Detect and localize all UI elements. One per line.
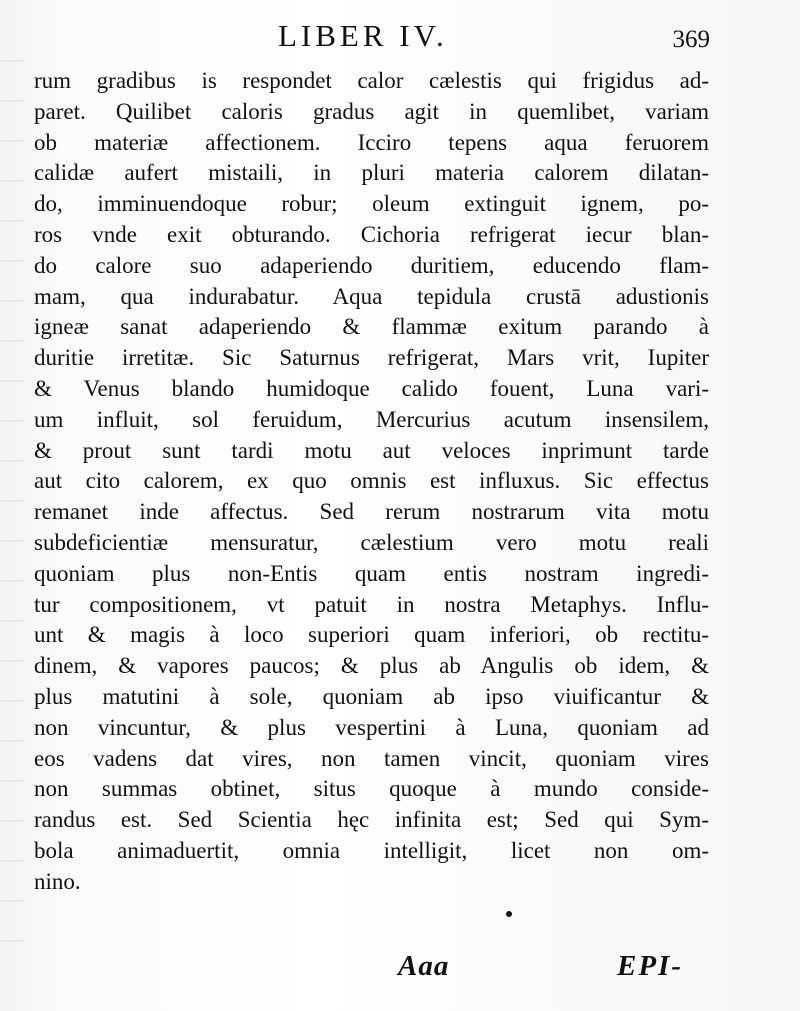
text-line: dinem, & vapores paucos; & plus ab Angulis ob idem, &	[34, 653, 709, 679]
text-line: bola animaduertit, omnia intelligit, licet non om-	[34, 837, 709, 863]
text-line: aut cito calorem, ex quo omnis est influxus. Sic effectus	[34, 468, 709, 494]
text-line: non vincuntur, & plus vespertini à Luna, quoniam ad	[34, 714, 709, 740]
text-line: igneæ sanat adaperiendo & flammæ exitum parando à	[34, 314, 709, 340]
text-line: rum gradibus is respondet calor cælestis qui frigidus ad-	[34, 68, 709, 93]
page-number: 369	[672, 26, 710, 53]
body-text	[34, 66, 709, 898]
text-line: non summas obtinet, situs quoque à mundo conside-	[34, 776, 709, 802]
text-line: unt & magis à loco superiori quam inferiori, ob rectitu-	[34, 622, 709, 648]
running-head	[250, 14, 750, 54]
text-line: & Venus blando humidoque calido fouent, Luna vari-	[34, 375, 709, 401]
text-line: nino.	[34, 868, 81, 894]
text-line: ros vnde exit obturando. Cichoria refrigerat iecur blan-	[34, 221, 709, 247]
signature-mark: Aaa	[398, 950, 450, 982]
catchword: EPI-	[617, 950, 683, 982]
running-title: LIBER IV.	[278, 18, 448, 53]
text-line: calidæ aufert mistaili, in pluri materia calorem dilatan-	[34, 160, 709, 186]
text-line: plus matutini à sole, quoniam ab ipso viuificantur &	[34, 683, 709, 709]
text-line: paret. Quilibet caloris gradus agit in quemlibet, variam	[34, 98, 709, 124]
text-line: subdeficientiæ mensuratur, cælestium vero motu reali	[34, 529, 709, 555]
text-line: tur compositionem, vt patuit in nostra Metaphys. Influ-	[34, 591, 709, 617]
text-line: quoniam plus non-Entis quam entis nostram ingredi-	[34, 560, 709, 586]
text-line: do calore suo adaperiendo duritiem, educendo flam-	[34, 252, 709, 278]
text-line: ob materiæ affectionem. Icciro tepens aqua feruorem	[34, 129, 709, 155]
text-line: mam, qua indurabatur. Aqua tepidula crustā adustionis	[34, 283, 709, 309]
text-line: um influit, sol feruidum, Mercurius acutum insensilem,	[34, 406, 709, 432]
text-line: randus est. Sed Scientia hęc infinita est; Sed qui Sym-	[34, 807, 709, 833]
ink-dot	[506, 911, 512, 917]
text-line: & prout sunt tardi motu aut veloces inprimunt tarde	[34, 437, 709, 463]
text-line: remanet inde affectus. Sed rerum nostrarum vita motu	[34, 499, 709, 525]
text-line: duritie irretitæ. Sic Saturnus refrigerat, Mars vrit, Iupiter	[34, 345, 709, 371]
margin-stain	[0, 60, 24, 960]
text-line: eos vadens dat vires, non tamen vincit, quoniam vires	[34, 745, 709, 771]
text-line: do, imminuendoque robur; oleum extinguit ignem, po-	[34, 191, 709, 217]
